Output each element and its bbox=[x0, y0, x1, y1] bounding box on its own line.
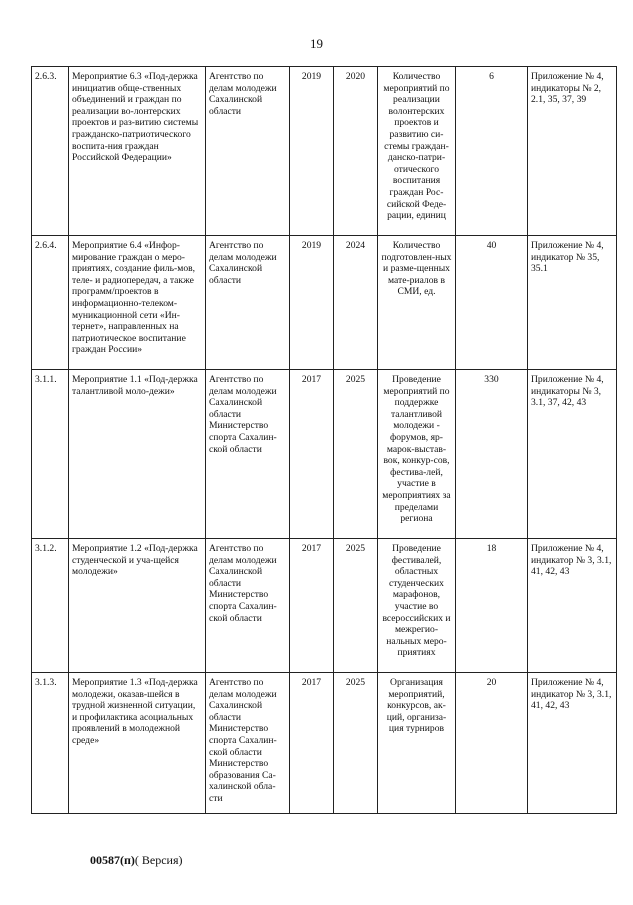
indicator: Организация мероприятий, конкурсов, ак-ций, организа-ция турниров bbox=[378, 673, 456, 814]
appendix-reference: Приложение № 4, индикатор № 3, 3.1, 41, 42, 43 bbox=[528, 539, 617, 673]
event-description: Мероприятие 6.3 «Под-держка инициатив обще-ственных объединений и граждан по реализации во-лонтерских проектов и раз-витию системы гражданско-патриотического воспита-ния граждан Российской Федерации» bbox=[69, 67, 206, 236]
row-number: 3.1.3. bbox=[32, 673, 69, 814]
appendix-reference: Приложение № 4, индикатор № 35, 35.1 bbox=[528, 236, 617, 370]
year-start: 2019 bbox=[290, 236, 334, 370]
row-number: 3.1.1. bbox=[32, 370, 69, 539]
table-row bbox=[32, 673, 617, 814]
page-number: 19 bbox=[310, 36, 323, 51]
appendix-reference: Приложение № 4, индикаторы № 2, 2.1, 35, 37, 39 bbox=[528, 67, 617, 236]
table-row bbox=[32, 370, 617, 539]
year-end: 2020 bbox=[334, 67, 378, 236]
row-number: 3.1.2. bbox=[32, 539, 69, 673]
executor: Агентство по делам молодежи Сахалинской области bbox=[206, 67, 290, 236]
event-description: Мероприятие 6.4 «Инфор-мирование граждан о меро-приятиях, создание филь-мов, теле- и радиопередач, а также программ/проектов в информационно-телеком-муникационной сети «Ин-тернет», направленных на патриотическое воспитание граждан России» bbox=[69, 236, 206, 370]
year-end: 2025 bbox=[334, 539, 378, 673]
executor: Агентство по делам молодежи Сахалинской области Министерство спорта Сахалин-ской области Министерство образования Са-халинской обла-сти bbox=[206, 673, 290, 814]
document-version: ( Версия) bbox=[134, 853, 183, 867]
table-row bbox=[32, 67, 617, 236]
event-description: Мероприятие 1.3 «Под-держка молодежи, оказав-шейся в трудной жизненной ситуации, и профилактика асоциальных проявлений в молодежной среде» bbox=[69, 673, 206, 814]
document-code bbox=[90, 853, 183, 868]
indicator: Проведение фестивалей, областных студенческих марафонов, участие во всероссийских и межрегио-нальных меро-приятиях bbox=[378, 539, 456, 673]
year-start: 2017 bbox=[290, 370, 334, 539]
table-row bbox=[32, 539, 617, 673]
year-start: 2017 bbox=[290, 673, 334, 814]
year-end: 2025 bbox=[334, 673, 378, 814]
event-description: Мероприятие 1.1 «Под-держка талантливой моло-дежи» bbox=[69, 370, 206, 539]
row-number: 2.6.3. bbox=[32, 67, 69, 236]
executor: Агентство по делам молодежи Сахалинской области Министерство спорта Сахалин-ской области bbox=[206, 370, 290, 539]
indicator-value: 40 bbox=[456, 236, 528, 370]
year-end: 2024 bbox=[334, 236, 378, 370]
indicator: Проведение мероприятий по поддержке талантливой молодежи - форумов, яр-марок-выстав-вок, конкур-сов, фестива-лей, участие в мероприятиях за пределами региона bbox=[378, 370, 456, 539]
indicator-value: 20 bbox=[456, 673, 528, 814]
executor: Агентство по делам молодежи Сахалинской области bbox=[206, 236, 290, 370]
year-end: 2025 bbox=[334, 370, 378, 539]
indicator: Количество подготовлен-ных и разме-щенных мате-риалов в СМИ, ед. bbox=[378, 236, 456, 370]
indicator: Количество мероприятий по реализации волонтерских проектов и развитию си-стемы граждан-данско-патри-отического воспитания граждан Рос-сийской Феде-рации, единиц bbox=[378, 67, 456, 236]
year-start: 2019 bbox=[290, 67, 334, 236]
event-description: Мероприятие 1.2 «Под-держка студенческой и уча-щейся молодежи» bbox=[69, 539, 206, 673]
indicator-value: 6 bbox=[456, 67, 528, 236]
appendix-reference: Приложение № 4, индикаторы № 3, 3.1, 37, 42, 43 bbox=[528, 370, 617, 539]
executor: Агентство по делам молодежи Сахалинской области Министерство спорта Сахалин-ской области bbox=[206, 539, 290, 673]
row-number: 2.6.4. bbox=[32, 236, 69, 370]
indicator-value: 18 bbox=[456, 539, 528, 673]
measures-table bbox=[31, 66, 617, 814]
appendix-reference: Приложение № 4, индикатор № 3, 3.1, 41, 42, 43 bbox=[528, 673, 617, 814]
table-row bbox=[32, 236, 617, 370]
document-code-number: 00587(п) bbox=[90, 853, 135, 867]
indicator-value: 330 bbox=[456, 370, 528, 539]
year-start: 2017 bbox=[290, 539, 334, 673]
